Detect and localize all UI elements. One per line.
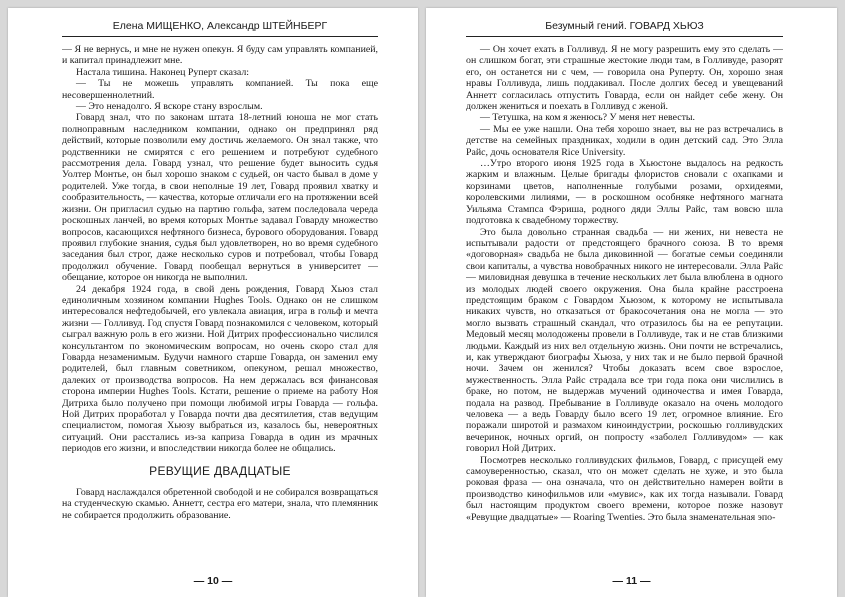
paragraph: Это была довольно странная свадьба — ни жених, ни невеста не испытывали радости от предстоящего брачного союза. В то время «договорная» свадьба не была диковинной — богатые семьи соединяли свои капиталы, а чувства новобрачных никого не интересовали. Элла Райс — миловидная девушка в течение нескольких лет была влюблена в одного из молодых людей своего окружения. Она была крайне расстроена предстоящим браком с Говардом Хьюзом, к которому не испытывала никаких чувств, но отказаться от бракосочетания она не могла — это могло вызвать страшный скандал, что отразилось бы на ее репутации. Медовый месяц молодожены провели в Голливуде, так и не став близкими людьми. Каждый из них вел отдельную жизнь. Они почти не встречались, и, как утверждают биографы Хьюза, у них так и не было первой брачной ночи. Зачем он женился? Чтобы доказать всем свое взрослое, мужественность. Элла Райс страдала все три года пока они числились в браке, но потом, не выдержав мучений одиночества и имея Говарда, подала на развод. Пребывание в Голливуде оказало на очень молодого человека — а ведь Говарду было всего 19 лет, огромное влияние. Его поражали широтой и размахом киноиндустрии, роскошью голливудских вечеринок, ночных оргий, он попросту «заболел Голливудом» — как говорил Ной Дитрих. — [466, 226, 783, 455]
paragraph: — Это ненадолго. Я вскоре стану взрослым. — [76, 101, 263, 113]
paragraph: — Он хочет ехать в Голливуд. Я не могу разрешить ему это сделать — он слишком богат, эти страшные жестокие люди там, в Голливуде, разорят его, он останется ни с чем, — говорила она Руперту. Он, хорошо зная нравы Голливуда, лишь поддакивал. После долгих бесед и увещеваний Аннетт согласилась отпустить Говарда, если он найдет себе жену. Он должен жениться и поехать в Голливуд с женой. — [466, 44, 783, 113]
paragraph: …Утро второго июня 1925 года в Хьюстоне выдалось на редкость жарким и влажным. Целые бригады флористов сновали с охапками и корзинами цветов, наполненные голубыми розами, орхидеями, королевскими лилиями, — в роскошном особняке нефтяного магната Уильяма Стампса Фэриша, родного дяди Эллы Райс, там вовсю шла подготовка к свадебному торжеству. — [466, 158, 783, 227]
running-header-left: Елена МИЩЕНКО, Александр ШТЕЙНБЕРГ — [62, 20, 378, 37]
paragraph: — Я не вернусь, и мне не нужен опекун. Я буду сам управлять компанией, и капитал принадлежит мне. — [62, 44, 378, 67]
right-page-body — [466, 44, 783, 567]
paragraph: Настала тишина. Наконец Руперт сказал: — [76, 66, 249, 78]
paragraph: — Тетушка, на ком я женюсь? У меня нет невесты. — [480, 112, 696, 124]
left-page — [8, 8, 418, 597]
paragraph: 24 декабря 1924 года, в свой день рождения, Говард Хьюз стал единоличным хозяином компании Hughes Tools. Однако он не слишком интересовался нефтедобычей, его увлекала авиация, игра в гольф и мечта жизни — Голливуд. Год спустя Говард познакомился с человеком, который сыграл важную роль в его жизни. Ной Дитрих профессионально числился консультантом по экономическим вопросам, но очень скоро стал для Говарда незаменимым. Будучи намного старше Говарда, он заменил ему родителей, был главным советником, опекуном, решал множество, далеких от производства вопросов. На нем держалась вся финансовая сторона империи Hughes Tools. Кстати, решение о приеме на работу Ноя Дитриха было получено при помощи любимой игры Говарда — гольфа. Ной Дитрих проработал у Говарда почти два десятилетия, став ведущим специалистом, помогая Хьюзу выбраться из, казалось бы, невероятных ситуаций. Они расстались из-за каприза Говарда в один из мрачных периодов его жизни, и впоследствии никогда более не общались. — [62, 283, 378, 455]
left-page-body — [62, 44, 378, 567]
page-number-left: — 10 — — [193, 575, 233, 587]
paragraph: Посмотрев несколько голливудских фильмов, Говард, с присущей ему самоуверенностью, сказал, что он может сделать не хуже, и это была роковая фраза — она означала, что он действительно намерен войти в производство кинофильмов или «мувис», как их тогда называли. Говард был настоящим продуктом своего времени, которое позже назовут «Ревущие двадцатые» — Roaring Twenties. Это была знаменательная эпо- — [466, 454, 783, 523]
page-number-right: — 11 — — [612, 575, 651, 587]
paragraph: — Мы ее уже нашли. Она тебя хорошо знает, вы не раз встречались в детстве на семейных праздниках, ходили в один детский сад. Это Элла Райс, дочь основателя Rice University. — [466, 123, 783, 158]
section-title: РЕВУЩИЕ ДВАДЦАТЫЕ — [149, 463, 291, 478]
paragraph: — Ты не можешь управлять компанией. Ты пока еще несовершеннолетний. — [62, 78, 378, 101]
paragraph: Говард наслаждался обретенной свободой и не собирался возвращаться на студенческую скамью. Аннетт, сестра его матери, знала, что племянник не собирается продолжить образование. — [62, 487, 378, 521]
right-page — [426, 8, 837, 597]
running-header-right: Безумный гений. ГОВАРД ХЬЮЗ — [466, 20, 783, 37]
paragraph: Говард знал, что по законам штата 18-летний юноша не мог стать полноправным наследником компании, однако он предпринял ряд действий, которые позволили ему достичь желаемого. Он знал также, что родственники не смирятся с его решением и потребуют судебного рассмотрения дела. Говард узнал, что решение будет выносить судья Уолтер Монтье, он был хорошо знаком с судьей, он часто бывал в доме у родителей. Уже тогда, в свои неполные 19 лет, Говард проявил хватку и сообразительность, — качества, которые отличали его на протяжении всей жизни. Он пригласил судью на партию гольфа, затем последовала череда роскошных ланчей, во время которых Монтье задавал Говарду множество вопросов, касающихся нефтяного бизнеса, бурового оборудования. Говард проявил глубокие знания, судья был удовлетворен, но во время судебного заседания был строг, даже несколько суров и потребовал, чтобы Говард продолжил обучение. Говард пообещал вернуться в университет — обещание, которое он никогда не выполнил. — [62, 112, 378, 284]
